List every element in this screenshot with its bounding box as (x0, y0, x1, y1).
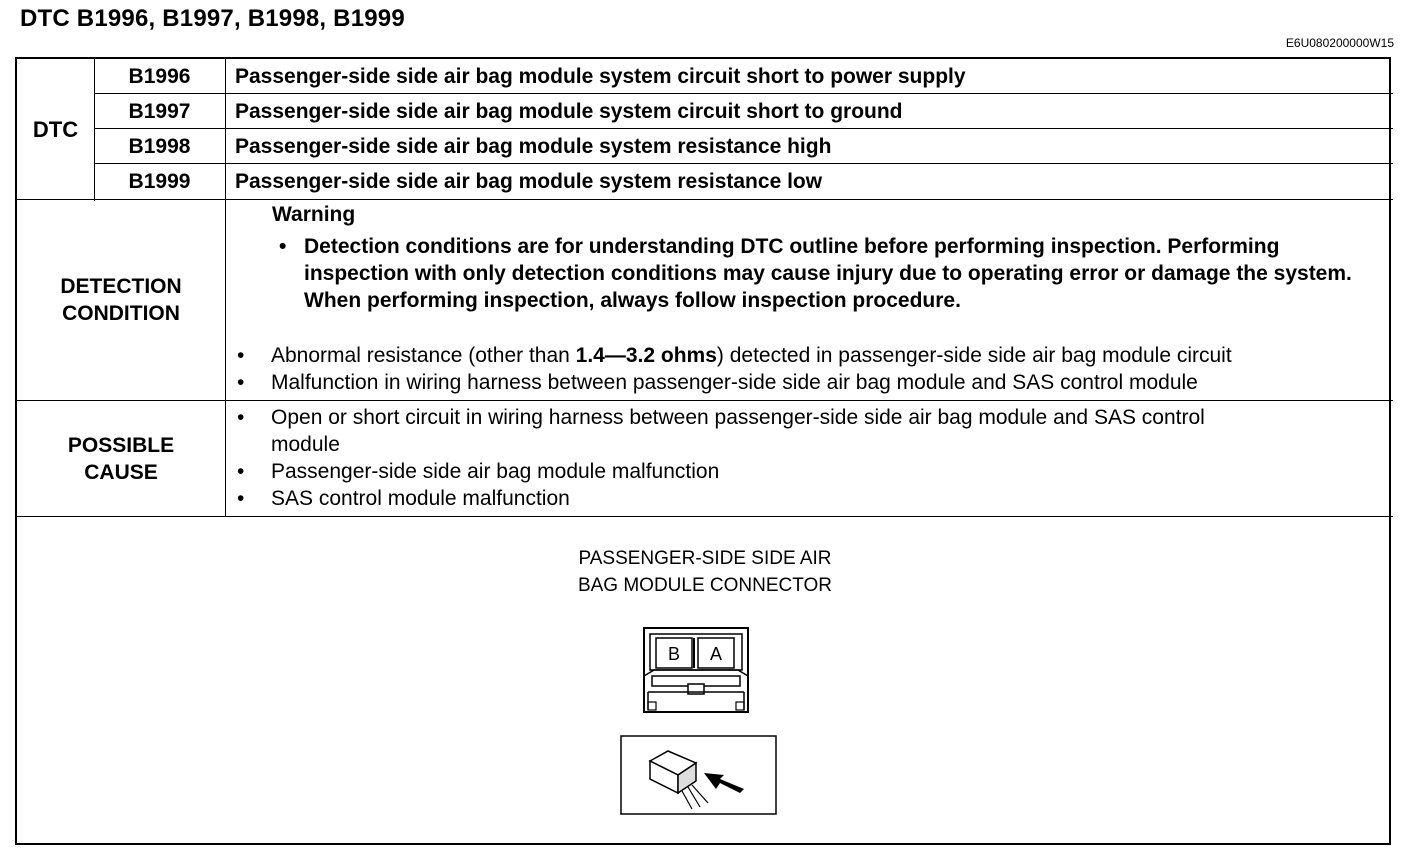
view-frame (621, 736, 776, 814)
possible-cause-label (17, 401, 225, 516)
warning-item (279, 233, 1379, 314)
page-title: DTC B1996, B1997, B1998, B1999 (20, 5, 405, 32)
warning-title: Warning (272, 203, 356, 226)
dtc-description: Passenger-side side air bag module system resistance high (235, 134, 832, 158)
item-text: SAS control module malfunction (271, 487, 570, 510)
list-item (237, 369, 1198, 396)
item-text: Malfunction in wiring harness between passenger-side side air bag module and SAS control module (271, 371, 1198, 394)
dtc-label: DTC (32, 117, 79, 142)
item-text: ) detected in passenger-side side air bag module circuit (716, 344, 1232, 367)
label-line: CONDITION (62, 302, 180, 325)
list-item (237, 458, 719, 485)
detection-condition-label (17, 200, 225, 400)
list-item (237, 404, 1205, 431)
bullet: • (279, 235, 287, 258)
document-id: E6U080200000W15 (1285, 36, 1394, 50)
list-item-continuation (237, 431, 340, 458)
warning-text: Detection conditions are for understanding DTC outline before performing inspection. Performing inspection with only detection conditions may cause injury due to operating error or damage the system. When performing inspection, always follow inspection procedure. (304, 235, 1352, 312)
bullet: • (237, 460, 245, 483)
item-text: Open or short circuit in wiring harness between passenger-side side air bag module and SAS control (271, 406, 1205, 429)
dtc-code: B1996 (128, 64, 191, 88)
harness-side-view-icon (620, 735, 778, 815)
item-text: Passenger-side side air bag module malfunction (271, 460, 720, 483)
bullet: • (237, 406, 245, 429)
bullet: • (237, 371, 245, 394)
list-item (237, 485, 570, 512)
dtc-description: Passenger-side side air bag module system circuit short to ground (235, 99, 903, 123)
dtc-code: B1998 (128, 134, 191, 158)
label-line: DETECTION (60, 275, 182, 298)
label-line: POSSIBLE (67, 433, 175, 457)
pin-b-label: B (667, 644, 681, 664)
pin-a-label: A (709, 644, 723, 664)
dtc-info-table (15, 57, 1391, 845)
resistance-range: 1.4—3.2 ohms (575, 344, 717, 367)
bullet: • (237, 344, 245, 367)
connector-face-diagram (642, 626, 752, 716)
list-item (237, 342, 1232, 369)
dtc-code: B1999 (128, 169, 191, 193)
dtc-description: Passenger-side side air bag module system circuit short to power supply (235, 64, 966, 88)
label-line: CAUSE (84, 460, 158, 484)
dtc-description: Passenger-side side air bag module system resistance low (235, 169, 823, 193)
item-text: module (271, 433, 340, 456)
bullet: • (237, 487, 245, 510)
connector-caption (17, 545, 1393, 599)
dtc-code: B1997 (128, 99, 191, 123)
divider (17, 516, 1393, 517)
item-text: Abnormal resistance (other than (271, 344, 576, 367)
caption-line: PASSENGER-SIDE SIDE AIR (578, 548, 832, 569)
caption-line: BAG MODULE CONNECTOR (577, 575, 833, 596)
